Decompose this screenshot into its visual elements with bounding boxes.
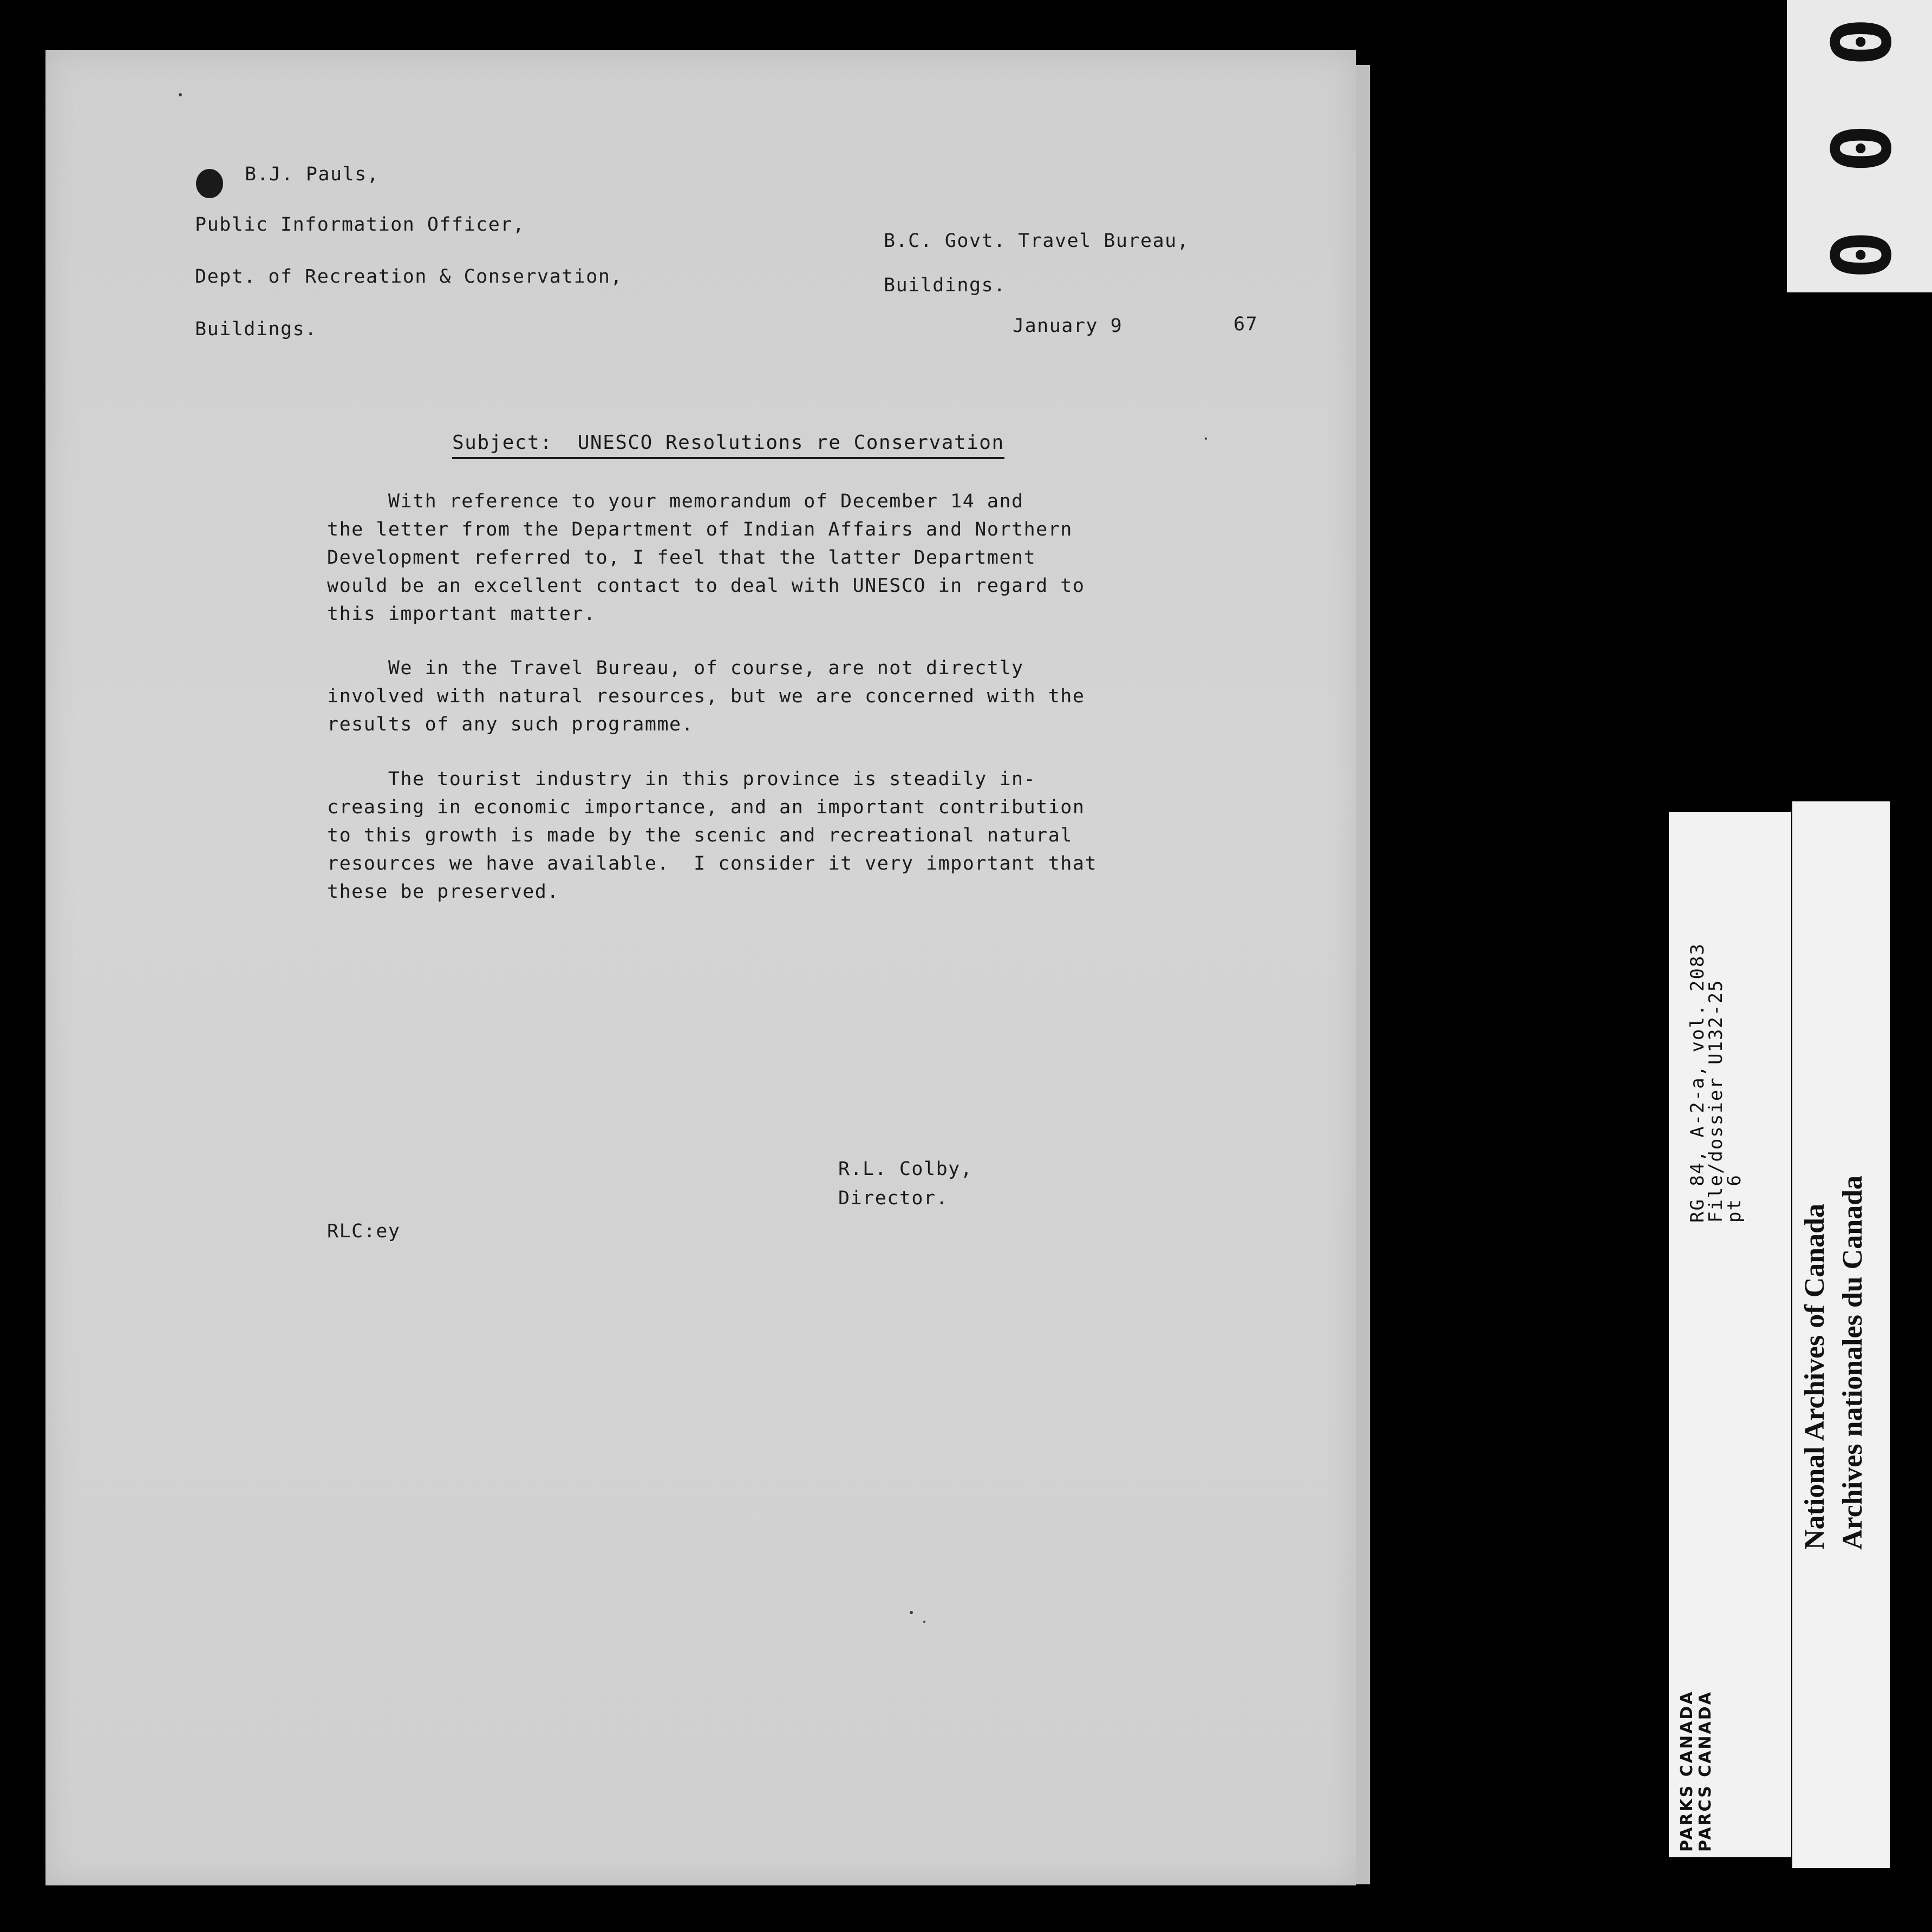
reference-line-1: RG 84, A-2-a, vol. 2083 bbox=[1687, 943, 1708, 1223]
speck bbox=[910, 1611, 913, 1614]
sheet-edge bbox=[1354, 65, 1370, 1884]
speck bbox=[923, 1621, 925, 1623]
national-archives-label: National Archives of Canada bbox=[1799, 1204, 1830, 1550]
body-line: resources we have available. I consider it very important that bbox=[327, 853, 1098, 874]
reference-initials: RLC:ey bbox=[327, 1220, 401, 1242]
frame-number: 0 0 0 bbox=[1816, 13, 1910, 279]
letter-year: 67 bbox=[1233, 314, 1258, 335]
signature-name: R.L. Colby, bbox=[838, 1158, 973, 1180]
body-line: results of any such programme. bbox=[327, 714, 694, 735]
body-line: this important matter. bbox=[327, 603, 596, 625]
ink-blot bbox=[196, 169, 223, 198]
signature-title: Director. bbox=[838, 1187, 949, 1209]
body-line: With reference to your memorandum of December 14 and bbox=[327, 491, 1024, 512]
archives-nationales-label: Archives nationales du Canada bbox=[1837, 1175, 1868, 1550]
speck bbox=[179, 93, 182, 96]
body-paragraph-2 bbox=[327, 654, 1085, 739]
body-line: Development referred to, I feel that the latter Department bbox=[327, 547, 1036, 569]
body-paragraph-1 bbox=[327, 487, 1085, 628]
reference-line-3: pt 6 bbox=[1724, 1174, 1745, 1223]
body-line: involved with natural resources, but we are concerned with the bbox=[327, 686, 1085, 707]
letter-subject: Subject: UNESCO Resolutions re Conservation bbox=[452, 432, 1004, 459]
body-line: The tourist industry in this province is steadily in- bbox=[327, 768, 1036, 790]
addressee-location: Buildings. bbox=[195, 318, 317, 340]
addressee-name: B.J. Pauls, bbox=[245, 164, 380, 185]
addressee-title: Public Information Officer, bbox=[195, 214, 525, 236]
parks-canada-label: PARKS CANADA bbox=[1678, 1690, 1696, 1852]
sender-office: B.C. Govt. Travel Bureau, bbox=[884, 230, 1190, 252]
letter-date: January 9 bbox=[1013, 315, 1123, 337]
body-line: the letter from the Department of Indian Affairs and Northern bbox=[327, 519, 1073, 540]
body-line: creasing in economic importance, and an important contribution bbox=[327, 797, 1085, 818]
sender-location: Buildings. bbox=[884, 275, 1006, 296]
body-line: these be preserved. bbox=[327, 881, 559, 903]
body-line: would be an excellent contact to deal with UNESCO in regard to bbox=[327, 575, 1085, 597]
body-line: We in the Travel Bureau, of course, are not directly bbox=[327, 657, 1024, 679]
reference-line-2: File/dossier U132-25 bbox=[1705, 979, 1727, 1223]
body-paragraph-3 bbox=[327, 765, 1097, 906]
parcs-canada-label: PARCS CANADA bbox=[1696, 1690, 1715, 1852]
speck bbox=[1205, 438, 1207, 440]
body-line: to this growth is made by the scenic and recreational natural bbox=[327, 825, 1073, 846]
addressee-department: Dept. of Recreation & Conservation, bbox=[195, 266, 623, 288]
